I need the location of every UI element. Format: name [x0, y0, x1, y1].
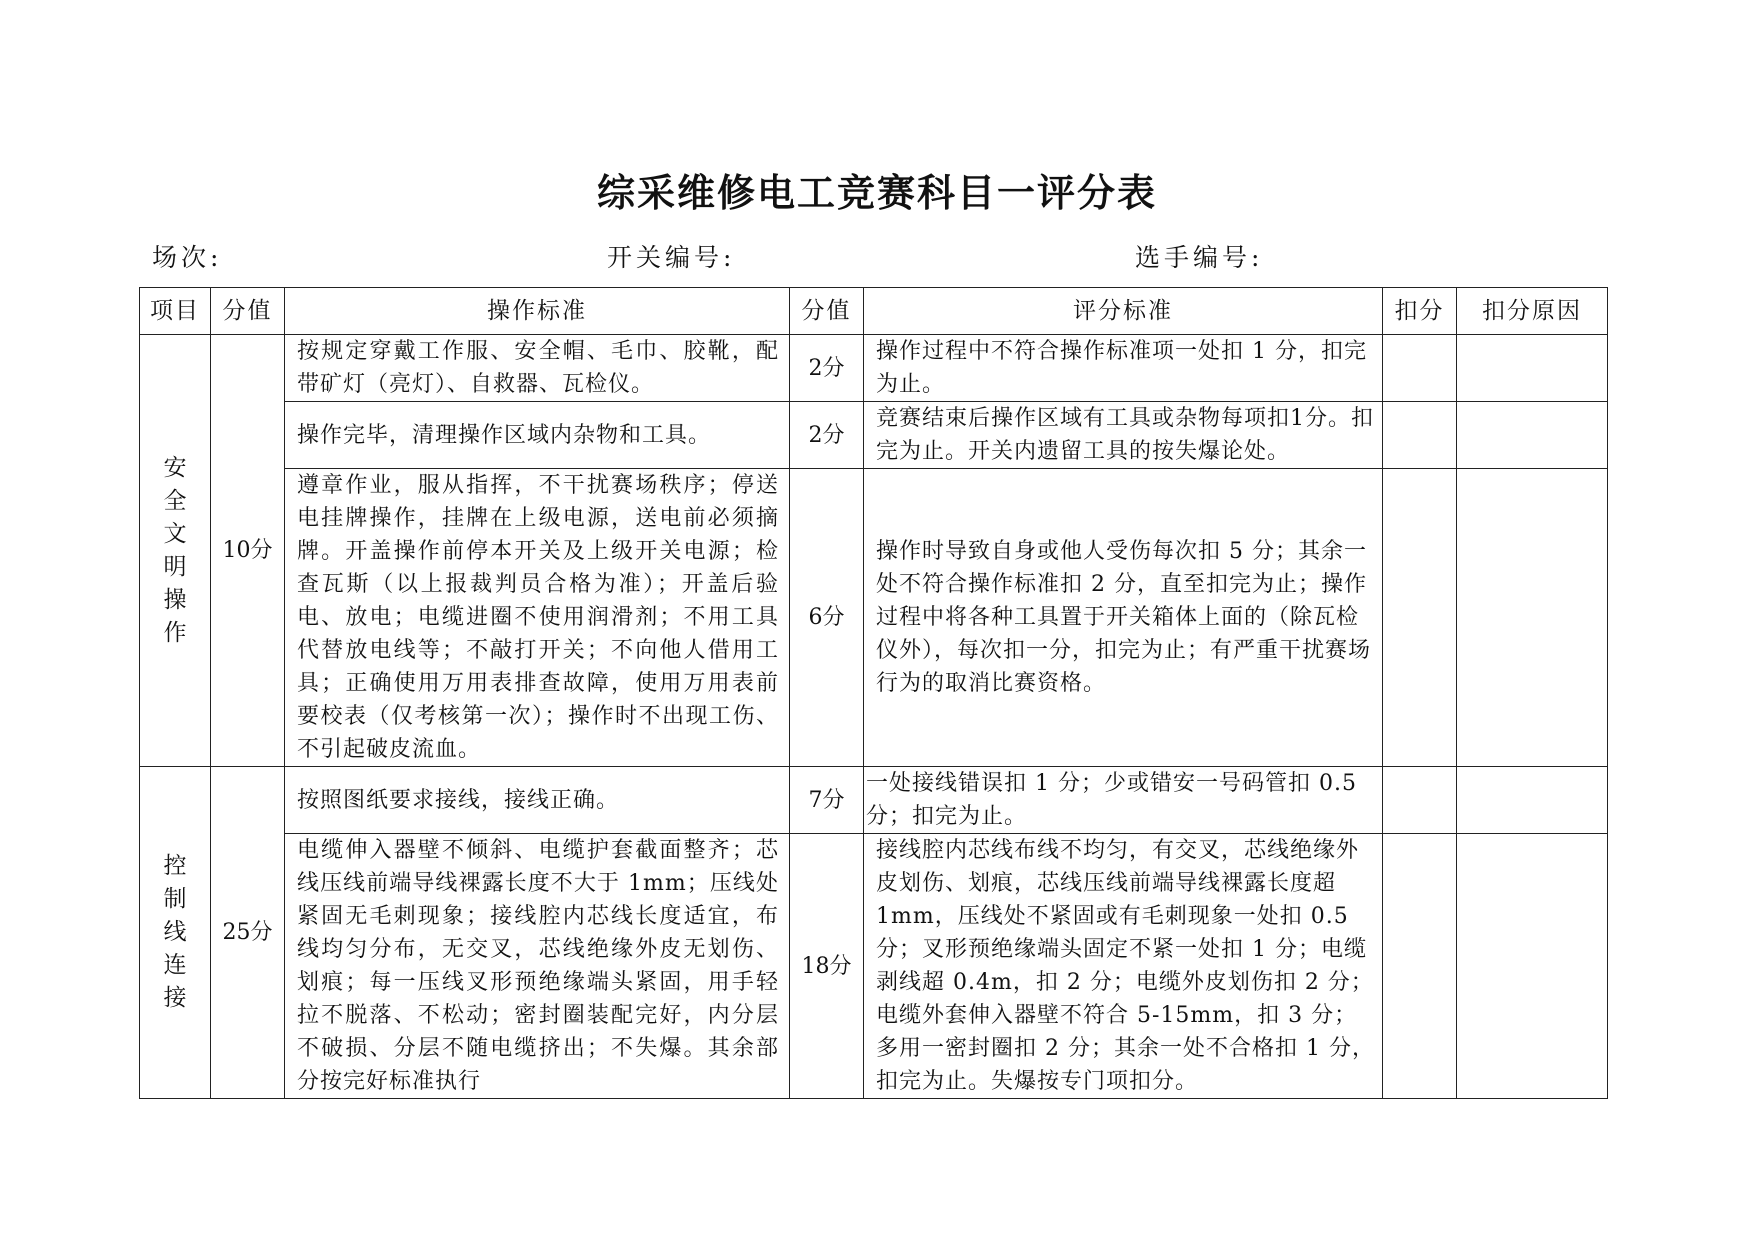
deduction-cell[interactable] — [1383, 469, 1457, 767]
section-item-label: 控 制 线 连 接 — [163, 853, 187, 1011]
header-points: 分值 — [790, 288, 864, 335]
section-score-cell — [211, 335, 285, 767]
criteria-cell: 接线腔内芯线布线不均匀，有交叉，芯线绝缘外皮划伤、划痕，芯线压线前端导线裸露长度超 1mm，压线处不紧固或有毛刺现象一处扣 0.5 分；叉形预绝缘端头固定不紧一处扣 1 分；电缆剥线超 0.4m，扣 2 分；电缆外皮划伤扣 2 分；电缆外套伸入器壁不符合 5-15mm，扣 3 分；多用一密封圈扣 2 分；其余一处不合格扣 1 分，扣完为止。失爆按专门项扣分。 — [864, 834, 1383, 1099]
deduction-cell[interactable] — [1383, 767, 1457, 834]
points-cell: 6分 — [790, 469, 864, 767]
deduction-cell[interactable] — [1383, 834, 1457, 1099]
header-score: 分值 — [211, 288, 285, 335]
points-cell: 18分 — [790, 834, 864, 1099]
section-score-label: 25分 — [222, 920, 273, 945]
deduction-cell[interactable] — [1383, 335, 1457, 402]
deduction-cell[interactable] — [1383, 402, 1457, 469]
page-title: 综采维修电工竞赛科目一评分表 — [596, 171, 1157, 215]
reason-cell[interactable] — [1457, 469, 1608, 767]
header-item: 项目 — [140, 288, 211, 335]
points-cell: 2分 — [790, 335, 864, 402]
reason-cell[interactable] — [1457, 402, 1608, 469]
player-number-label: 选手编号: — [1135, 243, 1264, 272]
header-criteria: 评分标准 — [864, 288, 1383, 335]
standard-cell: 遵章作业，服从指挥，不干扰赛场秩序；停送电挂牌操作，挂牌在上级电源，送电前必须摘牌。开盖操作前停本开关及上级开关电源；检查瓦斯（以上报裁判员合格为准）；开盖后验电、放电；电缆进圈不使用润滑剂；不用工具代替放电线等；不敲打开关；不向他人借用工具；正确使用万用表排查故障，使用万用表前要校表（仅考核第一次）；操作时不出现工伤、不引起破皮流血。 — [285, 469, 790, 767]
standard-cell: 按照图纸要求接线，接线正确。 — [285, 767, 790, 834]
section-item-cell — [140, 767, 211, 1099]
points-cell: 7分 — [790, 767, 864, 834]
standard-cell: 操作完毕，清理操作区域内杂物和工具。 — [285, 402, 790, 469]
criteria-cell: 一处接线错误扣 1 分；少或错安一号码管扣 0.5 分；扣完为止。 — [864, 767, 1383, 834]
section-score-label: 10分 — [222, 538, 273, 563]
section-item-cell — [140, 335, 211, 767]
header-reason: 扣分原因 — [1457, 288, 1608, 335]
table-row — [140, 767, 1608, 834]
criteria-cell: 竞赛结束后操作区域有工具或杂物每项扣1分。扣完为止。开关内遗留工具的按失爆论处。 — [864, 402, 1383, 469]
reason-cell[interactable] — [1457, 767, 1608, 834]
section-item-label: 安 全 文 明 操 作 — [163, 454, 187, 646]
header-standard: 操作标准 — [285, 288, 790, 335]
switch-number-label: 开关编号: — [607, 243, 736, 272]
reason-cell[interactable] — [1457, 335, 1608, 402]
criteria-cell: 操作过程中不符合操作标准项一处扣 1 分，扣完为止。 — [864, 335, 1383, 402]
standard-cell: 电缆伸入器壁不倾斜、电缆护套截面整齐；芯线压线前端导线裸露长度不大于 1mm；压线处紧固无毛刺现象；接线腔内芯线长度适宜，布线均匀分布，无交叉，芯线绝缘外皮无划伤、划痕；每一压线叉形预绝缘端头紧固，用手轻拉不脱落、不松动；密封圈装配完好，内分层不破损、分层不随电缆挤出；不失爆。其余部分按完好标准执行 — [285, 834, 790, 1099]
table-row — [140, 335, 1608, 402]
points-cell: 2分 — [790, 402, 864, 469]
scoring-table — [139, 287, 1608, 1099]
standard-cell: 按规定穿戴工作服、安全帽、毛巾、胶靴，配带矿灯（亮灯）、自救器、瓦检仪。 — [285, 335, 790, 402]
section-score-cell — [211, 767, 285, 1099]
criteria-cell: 操作时导致自身或他人受伤每次扣 5 分；其余一处不符合操作标准扣 2 分，直至扣完为止；操作过程中将各种工具置于开关箱体上面的（除瓦检仪外），每次扣一分，扣完为止；有严重干扰赛场行为的取消比赛资格。 — [864, 469, 1383, 767]
table-row — [140, 402, 1608, 469]
session-label: 场次: — [152, 243, 223, 272]
table-row — [140, 834, 1608, 1099]
reason-cell[interactable] — [1457, 834, 1608, 1099]
header-deduction: 扣分 — [1383, 288, 1457, 335]
table-header-row — [140, 288, 1608, 335]
table-row — [140, 469, 1608, 767]
